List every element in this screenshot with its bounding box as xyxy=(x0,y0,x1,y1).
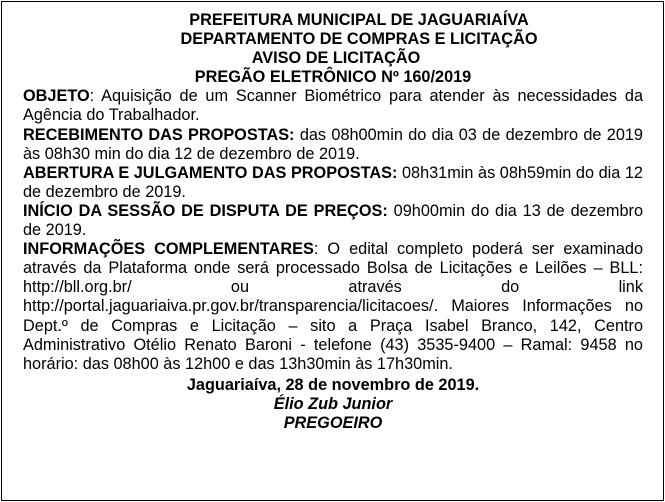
section-informacoes-text: : O edital completo poderá ser examinado através da Plataforma onde será processado Bolsa de Licitações e Leilões – BLL: http://bll.org.br/ ou através do link http://portal.jaguariaiva.pr.gov.br/transparencia/licitacoes/. Maiores Informações no Dept.º de Compras e Licitação – sito a Praça Isabel Branco, 142, Centro Administrativo Otélio Renato Baroni - telefone (43) 3535-9400 – Ramal: 9458 no horário: das 08h00 às 12h00 e das 13h30min às 17h30min. xyxy=(23,240,643,373)
auction-number: PREGÃO ELETRÔNICO Nº 160/2019 xyxy=(194,68,472,87)
section-objeto-text: : Aquisição de um Scanner Biométrico para atender às necessidades da Agência do Trabalhador. xyxy=(23,87,643,125)
signature-block xyxy=(23,376,643,433)
municipality-title: PREFEITURA MUNICIPAL DE JAGUARIAÍVA xyxy=(189,11,529,29)
signer-role: PREGOEIRO xyxy=(283,413,383,432)
department-title: DEPARTAMENTO DE COMPRAS E LICITAÇÃO xyxy=(180,30,538,49)
bid-notice xyxy=(1,1,664,501)
signer-name: Élio Zub Junior xyxy=(273,394,393,413)
section-inicio-text: 09h00min do dia 13 de dezembro de 2019. xyxy=(23,201,643,240)
section-informacoes-label: INFORMAÇÕES COMPLEMENTARES xyxy=(23,240,314,259)
section-objeto xyxy=(23,87,643,125)
section-inicio xyxy=(23,202,643,240)
section-objeto-label: OBJETO xyxy=(23,87,90,106)
section-recebimento-label: RECEBIMENTO DAS PROPOSTAS: xyxy=(23,125,295,144)
city-date: Jaguariaíva, 28 de novembro de 2019. xyxy=(186,375,480,394)
section-abertura xyxy=(23,164,643,202)
section-informacoes xyxy=(23,240,643,374)
section-abertura-label: ABERTURA E JULGAMENTO DAS PROPOSTAS: xyxy=(23,163,398,182)
section-recebimento xyxy=(23,126,643,164)
section-abertura-text: 08h31min às 08h59min do dia 12 de dezembro de 2019. xyxy=(23,163,643,201)
notice-title: AVISO DE LICITAÇÃO xyxy=(251,49,421,68)
section-recebimento-text: das 08h00min do dia 03 de dezembro de 2019 às 08h30 min do dia 12 de dezembro de 2019. xyxy=(23,125,643,163)
section-inicio-label: INÍCIO DA SESSÃO DE DISPUTA DE PREÇOS: xyxy=(23,201,388,220)
